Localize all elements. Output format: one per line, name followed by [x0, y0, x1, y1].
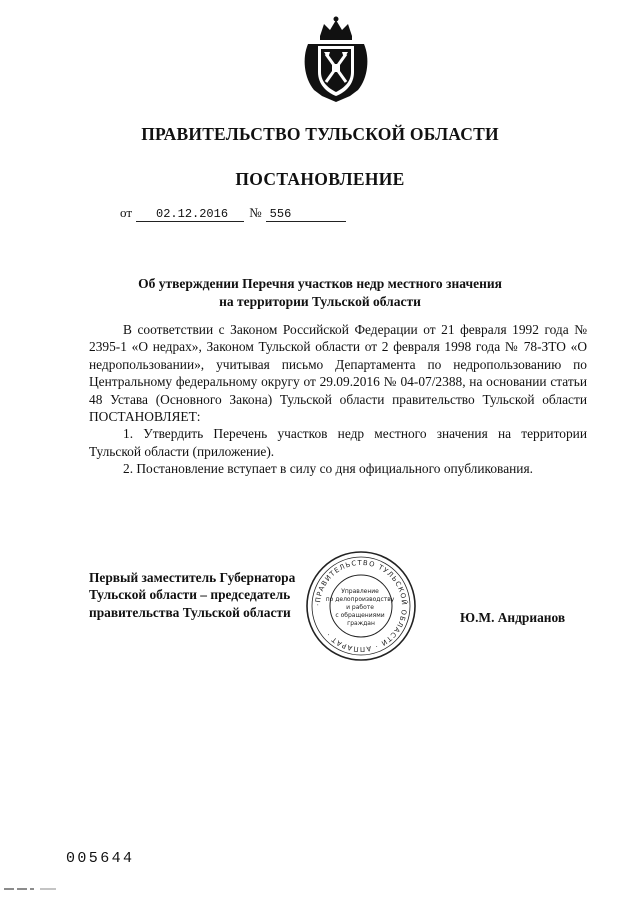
seal-text-1: Управление: [341, 588, 379, 595]
position-line-2: Тульской области – председатель: [89, 587, 291, 603]
organization-title: ПРАВИТЕЛЬСТВО ТУЛЬСКОЙ ОБЛАСТИ: [141, 124, 499, 144]
date-from-label: от: [120, 205, 133, 220]
document-subject: [0, 275, 640, 311]
date-number-line: [120, 205, 346, 222]
signatory-position: [89, 569, 339, 621]
seal-text-2: по делопроизводству: [325, 596, 395, 603]
body-paragraph-item-1: 1. Утвердить Перечень участков недр местного значения на территории Тульской области (приложение).: [89, 426, 587, 459]
number-label: №: [249, 205, 262, 220]
seal-text-4: с обращениями: [335, 612, 385, 619]
seal-text-3: и работе: [346, 604, 374, 611]
document-type-title: ПОСТАНОВЛЕНИЕ: [235, 169, 405, 189]
seal-text-5: граждан: [347, 620, 375, 627]
position-line-3: правительства Тульской области: [89, 604, 291, 620]
body-paragraph-item-2: 2. Постановление вступает в силу со дня официального опубликования.: [123, 461, 533, 477]
svg-text:Управление по делопроизвод: [326, 588, 397, 627]
document-date: 02.12.2016: [136, 207, 244, 222]
svg-text:·ПРАВИТЕЛЬСТВО ТУЛЬСКОЙ ОБЛАСТ: ·ПРАВИТЕЛЬСТВО ТУЛЬСКОЙ ОБЛАСТИ · АППАРАТ ·: [313, 558, 409, 654]
scan-edge-marks: [0, 886, 110, 892]
document-number: 556: [266, 207, 346, 222]
registration-number: 005644: [66, 850, 135, 867]
official-seal-icon: [304, 549, 418, 663]
signatory-name: Ю.М. Андрианов: [460, 610, 566, 625]
body-paragraph-preamble: В соответствии с Законом Российской Федерации от 21 февраля 1992 года № 2395-1 «О недрах», Законом Тульской области от 2 февраля 1998 года № 78-ЗТО «О недропользовании», учитывая письмо Департамента по недропользованию по Центральному федеральному округу от 29.09.2016 № 04-07/2388, на основании статьи 48 Устава (Основного Закона) Тульской области правительство Тульской области ПОСТАНОВЛЯЕТ:: [89, 322, 587, 425]
position-line-1: Первый заместитель Губернатора: [89, 570, 296, 585]
subject-line-2: на территории Тульской области: [219, 294, 421, 309]
document-body: [89, 321, 587, 478]
subject-line-1: Об утверждении Перечня участков недр местного значения: [138, 276, 502, 291]
coat-of-arms-icon: [300, 14, 372, 106]
